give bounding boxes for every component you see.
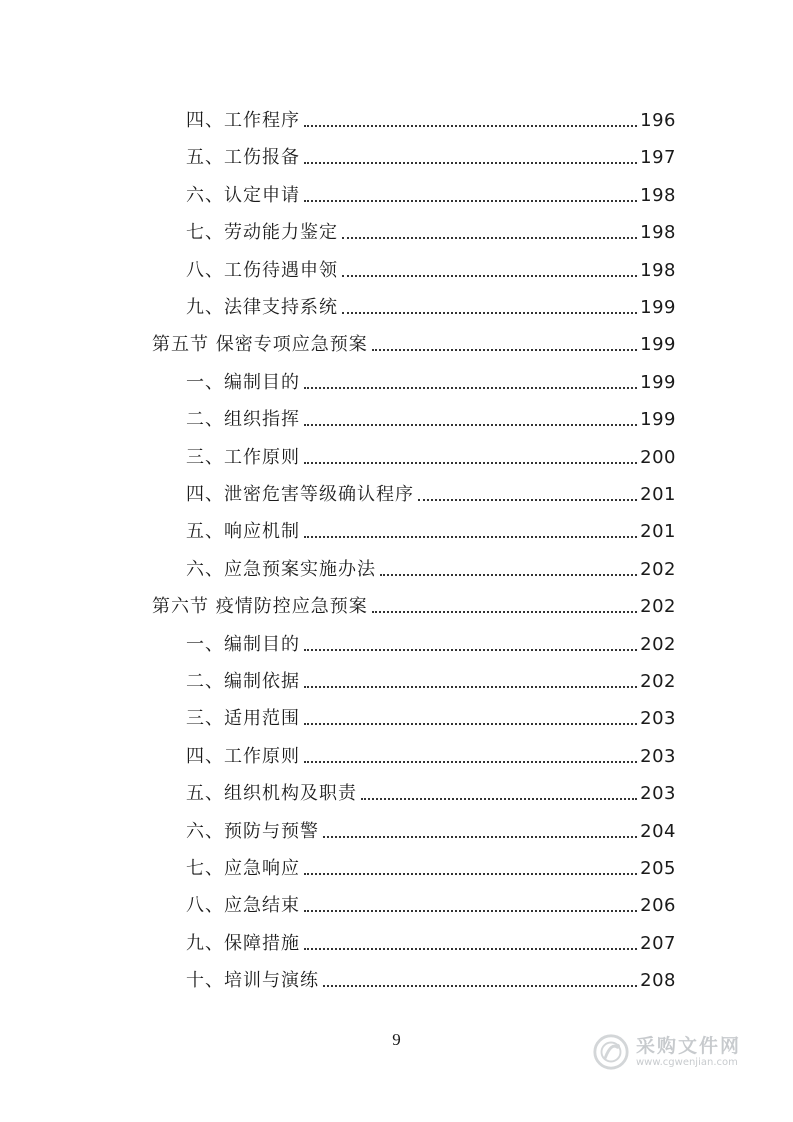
- toc-entry-label: 二、编制依据: [186, 671, 300, 692]
- toc-entry-label: 五、响应机制: [186, 521, 300, 543]
- toc-entry[interactable]: [186, 812, 676, 844]
- dot-leader: [304, 124, 637, 127]
- toc-entry-page: 202: [640, 558, 676, 580]
- dot-leader: [380, 573, 637, 576]
- toc-entry-page: 199: [640, 409, 676, 431]
- dot-leader: [304, 535, 637, 538]
- dot-leader: [372, 348, 637, 351]
- dot-leader: [418, 498, 637, 501]
- dot-leader: [304, 947, 637, 950]
- toc-entry-page: 203: [640, 708, 676, 730]
- toc-entry[interactable]: [186, 400, 676, 432]
- toc-entry-label: 六、预防与预警: [186, 820, 319, 842]
- dot-leader: [342, 311, 637, 314]
- dot-leader: [342, 274, 637, 277]
- toc-entry-page: 198: [640, 259, 676, 281]
- dot-leader: [304, 872, 637, 875]
- dot-leader: [323, 835, 637, 838]
- toc-entry-page: 206: [640, 895, 676, 917]
- watermark: [592, 1030, 782, 1074]
- toc-entry-page: 201: [640, 484, 676, 505]
- toc-entry-page: 205: [640, 858, 676, 879]
- toc-entry-page: 203: [640, 745, 676, 767]
- toc-entry-label: 一、编制目的: [186, 371, 300, 393]
- toc-entry-page: 198: [640, 184, 676, 206]
- toc-entry-label: 四、工作程序: [186, 110, 300, 131]
- toc-entry-label: 四、工作原则: [186, 745, 300, 767]
- toc-entry-page: 200: [640, 446, 676, 468]
- watermark-text: [636, 1035, 741, 1069]
- dot-leader: [342, 236, 637, 239]
- toc-entry-page: 202: [640, 633, 676, 655]
- dot-leader: [304, 461, 637, 464]
- toc-entry-label: 三、适用范围: [186, 708, 300, 730]
- toc-entry-page: 197: [640, 147, 676, 169]
- dot-leader: [304, 161, 637, 164]
- toc-entry-label: 五、工伤报备: [186, 147, 300, 169]
- toc-entry-label: 六、应急预案实施办法: [186, 558, 376, 580]
- watermark-url: www.cgwenjian.com: [636, 1057, 738, 1068]
- toc-entry[interactable]: [186, 251, 676, 283]
- page-number: 9: [392, 1030, 401, 1049]
- cgwenjian-logo-icon: [592, 1033, 630, 1071]
- dot-leader: [304, 685, 637, 688]
- toc-entry-label: 第六节 疫情防控应急预案: [152, 596, 368, 618]
- toc-entry-page: 199: [640, 371, 676, 393]
- toc-entry-label: 三、工作原则: [186, 446, 300, 468]
- toc-entry-label: 五、组织机构及职责: [186, 783, 357, 805]
- toc-entry-page: 202: [640, 596, 676, 618]
- toc-entry-page: 207: [640, 932, 676, 954]
- toc-entry-label: 七、应急响应: [186, 858, 300, 879]
- toc-entry[interactable]: [186, 699, 676, 731]
- toc-entry-page: 202: [640, 671, 676, 692]
- toc-entry[interactable]: [186, 662, 676, 694]
- toc-section-entry[interactable]: [152, 587, 676, 619]
- toc-entry[interactable]: [186, 961, 676, 993]
- dot-leader: [304, 722, 637, 725]
- toc-entry-page: 199: [640, 334, 676, 356]
- toc-entry-page: 199: [640, 297, 676, 318]
- toc-entry[interactable]: [186, 363, 676, 395]
- toc-entry-page: 208: [640, 970, 676, 992]
- toc-entry[interactable]: [186, 438, 676, 470]
- toc-entry[interactable]: [186, 625, 676, 657]
- dot-leader: [361, 797, 637, 800]
- toc-entry-label: 九、保障措施: [186, 932, 300, 954]
- toc-section-entry[interactable]: [152, 325, 676, 357]
- toc-entry-label: 六、认定申请: [186, 184, 300, 206]
- toc-entry[interactable]: [186, 737, 676, 769]
- dot-leader: [304, 423, 637, 426]
- toc-entry-page: 198: [640, 222, 676, 244]
- toc-entry[interactable]: [186, 886, 676, 918]
- toc-entry[interactable]: [186, 138, 676, 170]
- toc-entry-label: 八、工伤待遇申领: [186, 259, 338, 281]
- toc-entry-label: 十、培训与演练: [186, 970, 319, 992]
- dot-leader: [304, 386, 637, 389]
- dot-leader: [372, 610, 637, 613]
- toc-entry[interactable]: [186, 475, 676, 507]
- toc-entry[interactable]: [186, 101, 676, 133]
- toc-entry[interactable]: [186, 213, 676, 245]
- dot-leader: [304, 199, 637, 202]
- toc-entry-page: 196: [640, 110, 676, 131]
- toc-entry[interactable]: [186, 176, 676, 208]
- toc-entry-label: 九、法律支持系统: [186, 297, 338, 318]
- toc-entry-label: 第五节 保密专项应急预案: [152, 334, 368, 356]
- dot-leader: [304, 909, 637, 912]
- dot-leader: [323, 984, 637, 987]
- toc-entry-page: 201: [640, 521, 676, 543]
- watermark-title: 采购文件网: [636, 1035, 742, 1057]
- dot-leader: [304, 760, 637, 763]
- toc-entry[interactable]: [186, 288, 676, 320]
- toc-entry[interactable]: [186, 512, 676, 544]
- toc-entry-label: 二、组织指挥: [186, 409, 300, 431]
- toc-entry-page: 203: [640, 783, 676, 805]
- toc-entry-page: 204: [640, 820, 676, 842]
- toc-entry[interactable]: [186, 849, 676, 881]
- toc-entry[interactable]: [186, 924, 676, 956]
- toc-entry[interactable]: [186, 774, 676, 806]
- toc-entry-label: 四、泄密危害等级确认程序: [186, 484, 414, 505]
- toc-entry-label: 七、劳动能力鉴定: [186, 222, 338, 244]
- dot-leader: [304, 648, 637, 651]
- toc-entry-label: 一、编制目的: [186, 633, 300, 655]
- toc-entry[interactable]: [186, 550, 676, 582]
- toc-entry-label: 八、应急结束: [186, 895, 300, 917]
